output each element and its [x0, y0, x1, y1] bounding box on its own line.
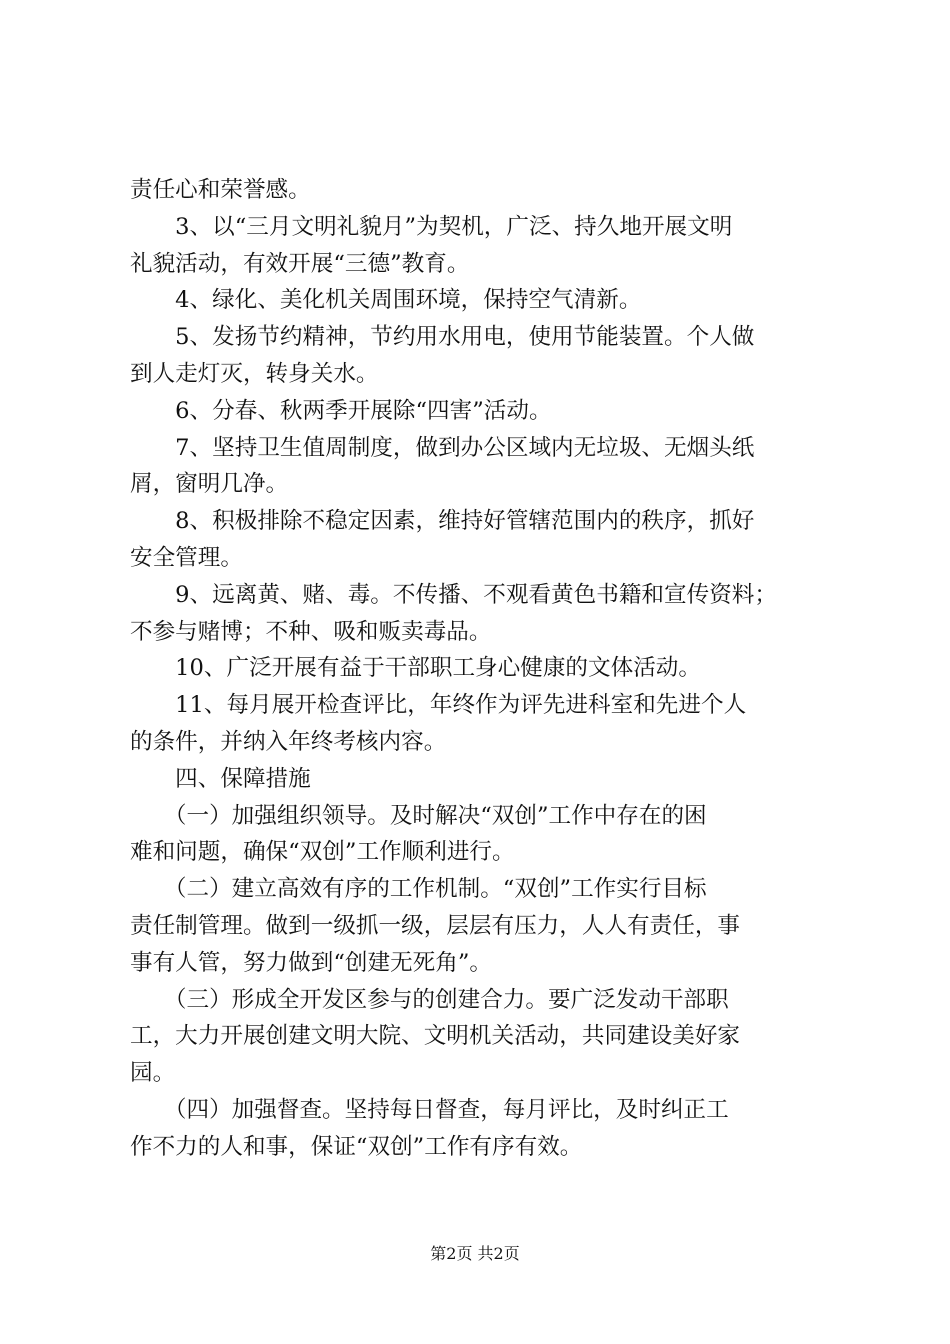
body-line: 礼貌活动，有效开展“三德”教育。: [130, 250, 470, 277]
body-line: 4、绿化、美化机关周围环境，保持空气清新。: [130, 287, 642, 314]
body-line: （二）建立高效有序的工作机制。“双创”工作实行目标: [130, 876, 707, 903]
body-line: 园。: [130, 1060, 176, 1087]
body-line: 8、积极排除不稳定因素，维持好管辖范围内的秩序，抓好: [130, 508, 755, 535]
body-line: 工，大力开展创建文明大院、文明机关活动，共同建设美好家: [130, 1023, 741, 1050]
body-line: （四）加强督查。坚持每日督查，每月评比，及时纠正工: [130, 1096, 729, 1123]
body-line: 安全管理。: [130, 544, 243, 571]
body-line: 屑，窗明几净。: [130, 471, 289, 498]
section-heading: 四、保障措施: [130, 765, 311, 792]
document-body: [130, 172, 845, 1166]
body-line: 不参与赌博；不种、吸和贩卖毒品。: [130, 618, 492, 645]
body-line: 6、分春、秋两季开展除“四害”活动。: [130, 397, 552, 424]
body-line: 作不力的人和事，保证“双创”工作有序有效。: [130, 1133, 583, 1160]
body-line: （三）形成全开发区参与的创建合力。要广泛发动干部职: [130, 986, 729, 1013]
body-line: 难和问题，确保“双创”工作顺利进行。: [130, 839, 515, 866]
body-line: 事有人管，努力做到“创建无死角”。: [130, 949, 493, 976]
body-line: 11、每月展开检查评比，年终作为评先进科室和先进个人: [130, 692, 747, 719]
body-line: 10、广泛开展有益于干部职工身心健康的文体活动。: [130, 655, 701, 682]
body-line: 3、以“三月文明礼貌月”为契机，广泛、持久地开展文明: [130, 213, 733, 240]
body-line: 责任心和荣誉感。: [130, 177, 311, 203]
body-line: 到人走灯灭，转身关水。: [130, 360, 379, 387]
page-number-footer: 第2页 共2页: [430, 1244, 520, 1263]
body-line: 责任制管理。做到一级抓一级，层层有压力，人人有责任，事: [130, 912, 741, 939]
body-line: 7、坚持卫生值周制度，做到办公区域内无垃圾、无烟头纸: [130, 434, 755, 461]
body-line: 9、远离黄、赌、毒。不传播、不观看黄色书籍和宣传资料；: [130, 581, 777, 608]
body-line: 5、发扬节约精神，节约用水用电，使用节能装置。个人做: [130, 324, 755, 351]
body-line: （一）加强组织领导。及时解决“双创”工作中存在的困: [130, 802, 707, 829]
body-line: 的条件，并纳入年终考核内容。: [130, 728, 447, 755]
